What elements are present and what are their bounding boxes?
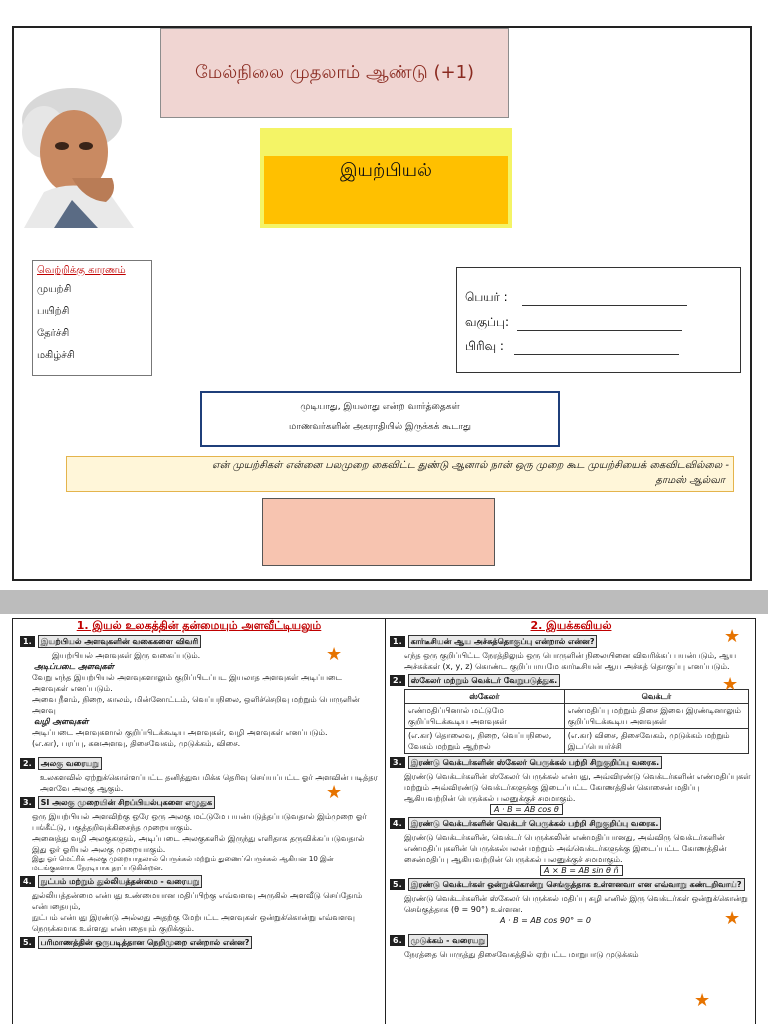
q4-p1: துல்லியத்தன்மை என்பது உண்மையான மதிப்பிற்கு எவ்வளவு அருகில் அளவீடு செய்தோம் என்பதையும், bbox=[32, 891, 363, 911]
left-heading: 1. இயல் உலகத்தின் தன்மையும் அளவீட்டியலும் bbox=[76, 619, 322, 632]
q3-p3: இது ஓர் மெட்ரிக் அலகு முறையாதலால் பெருக்கல் மற்றும் துணைப்பெருக்கல் ஆகியன 10 இன் மடங்குகளாக நேரடியாக தரப்படுகின்றன. bbox=[32, 855, 334, 872]
section-line[interactable] bbox=[514, 343, 679, 355]
r-q5-formula: A · B = AB cos 90° = 0 bbox=[500, 916, 591, 925]
column-divider bbox=[385, 618, 386, 1024]
r-q4-formula bbox=[390, 865, 752, 876]
reason-item: முயற்சி bbox=[37, 284, 72, 295]
q1-intro: இயற்பியல் அளவுகள் இரு வகைப்படும். bbox=[52, 651, 201, 660]
r-q5-text: இரண்டு வெக்டர்களின் ஸ்கேலர் பெருக்கல் மதிப்பு சுழி எனில் இரு வெக்டர்கள் ஒன்றுக்கொன்று செங்குத்தாக (θ = 90°) உள்ளன. bbox=[404, 894, 748, 914]
subject-inner bbox=[264, 156, 508, 224]
reasons-heading: வெற்றிக்கு காரணம் bbox=[37, 265, 126, 276]
q3-p2: அனைத்து வழி அலகுகளும், அடிப்படை அலகுகளில் இருந்து எளிதாக தருவிக்கப்படுவதால் இது ஓர் ஓரியல் அலகு முறையாகும். bbox=[32, 834, 365, 854]
question-4: 4. நுட்பம் மற்றும் துல்லியத்தன்மை - வரையறு bbox=[20, 873, 378, 890]
edison-quote-box bbox=[66, 456, 734, 492]
subject-title: இயற்பியல் bbox=[340, 160, 432, 181]
table-row bbox=[405, 704, 749, 729]
success-reasons-box bbox=[32, 260, 152, 376]
left-column bbox=[20, 620, 378, 951]
derived-p2: (எ.கா), பரப்பு, கனஅளவு, திசைவேகம், முடுக்கம், விசை. bbox=[32, 739, 241, 748]
table-cell: (எ.கா) விசை, திசைவேகம், முடுக்கம் மற்றும் இடப்பெயர்ச்சி bbox=[564, 729, 748, 754]
fundamental-heading: அடிப்படை அளவுகள் bbox=[34, 662, 114, 671]
r-q4-text: இரண்டு வெக்டர்களின், வெக்டர் பெருக்கலின் எண்மதிப்பானது, அவ்விரு வெக்டர்களின் எண்மதிப்புகளின் பெருக்கல்பலன் மற்றும் அவ்வெக்டர்களுக்கு இடைப்பட்ட கோணத்தின் சைன்மதிப்பு ஆகியவற்றின் பெருக்கல் பலனுக்குச் சமமாகும். bbox=[404, 833, 727, 864]
table-header: ஸ்கேலர் bbox=[405, 690, 565, 704]
star-icon: ★ bbox=[722, 674, 739, 695]
motivation-quote-box bbox=[200, 391, 560, 447]
portrait-image bbox=[14, 82, 146, 228]
question-5: 5. பரிமாணத்தின் ஒருபடித்தான நெறிமுறை என்றால் என்ன? bbox=[20, 934, 378, 951]
table-header: வெக்டர் bbox=[564, 690, 748, 704]
r-q6-text: நேரத்தை பொருத்து திசைவேகத்தில் ஏற்பட்ட மாறுபாடு முடுக்கம் bbox=[404, 950, 639, 959]
right-heading: 2. இயக்கவியல் bbox=[530, 619, 612, 632]
star-icon: ★ bbox=[724, 626, 741, 647]
reason-item: தேர்ச்சி bbox=[37, 328, 70, 339]
student-info-box bbox=[456, 267, 741, 373]
name-row bbox=[465, 290, 687, 306]
class-label: வகுப்பு: bbox=[465, 315, 509, 329]
page-separator bbox=[0, 590, 768, 614]
quote-line-2: மாணவர்களின் அகராதியில் இருக்கக் கூடாது bbox=[289, 422, 471, 432]
question-1: 1. இயற்பியல் அளவுகளின் வகைகளை விவரி bbox=[20, 633, 378, 650]
derived-heading: வழி அளவுகள் bbox=[34, 717, 89, 726]
r-question-5: 5. இரண்டு வெக்டர்கள் ஒன்றுக்கொன்று செங்குத்தாக உள்ளனவா என எவ்வாறு கண்டறிவாய்? bbox=[390, 876, 752, 893]
r-question-6: 6. முடுக்கம் - வரையறு bbox=[390, 932, 752, 949]
table-cell: (எ.கா) தொலைவு, நிறை, வெப்பநிலை, வேகம் மற்றும் ஆற்றல் bbox=[405, 729, 565, 754]
star-icon: ★ bbox=[326, 644, 343, 665]
r-question-2: 2. ஸ்கேலர் மற்றும் வெக்டர் வேறுபடுத்துக. bbox=[390, 672, 752, 689]
fundamental-p1: வேறு எந்த இயற்பியல் அளவுகளாலும் குறிப்பிடப்பட இயலாத அளவுகள் அடிப்படை அளவுகள் எனப்படும். bbox=[32, 673, 342, 693]
q2-text: உலகளவில் ஏற்றுக்கொள்ளப்பட்ட தனித்துவ மிக்க தெரிவு செய்யப்பட்ட ஓர் அளவின் படித்தர அளவே அலகு ஆகும். bbox=[40, 773, 378, 793]
scalar-vector-table bbox=[404, 689, 749, 754]
reason-item: பயிற்சி bbox=[37, 306, 70, 317]
star-icon: ★ bbox=[724, 908, 741, 929]
section-label: பிரிவு : bbox=[465, 339, 504, 353]
course-title: மேல்நிலை முதலாம் ஆண்டு (+1) bbox=[194, 61, 475, 83]
r-q3-formula bbox=[390, 804, 752, 815]
r-question-1: 1. கார்டீசியன் ஆய அச்சுத்தொகுப்பு என்றால் என்ன? bbox=[390, 633, 752, 650]
course-title-box bbox=[160, 28, 509, 118]
right-column bbox=[390, 620, 752, 960]
quote-line-1: முடியாது, இயலாது என்ற வார்த்தைகள் bbox=[300, 402, 460, 412]
r-q1-text: எந்த ஒரு குறிப்பிட்ட நேரத்திலும் ஒரு பொருளின் நிலையினை விவரிக்கப் பயன்படும், ஆய அச்சுக்கள் (x, y, z) கொண்ட குறிப்பாயமே கார்டீசியன் ஆய அச்சுத் தொகுப்பு எனப்படும். bbox=[404, 651, 737, 671]
table-cell: எண்மதிப்பு மற்றும் திசை இவை இரண்டினாலும் குறிப்பிடக்கூடிய அளவுகள் bbox=[564, 704, 748, 729]
reason-item: மகிழ்ச்சி bbox=[37, 350, 75, 361]
q4-p2: நுட்பம் என்பது இரண்டு அல்லது அதற்கு மேற்பட்ட அளவுகள் ஒன்றுக்கொன்று எவ்வளவு நெருக்கமாக உள்ளது என்பதையும் குறிக்கும். bbox=[32, 913, 355, 933]
r-question-4: 4. இரண்டு வெக்டர்களின் வெக்டர் பெருக்கல் பற்றி சிறுகுறிப்பு வரைக. bbox=[390, 815, 752, 832]
formula-dot-product: A · B = AB cos θ bbox=[490, 804, 563, 815]
derived-p1: அடிப்படை அளவுகளால் குறிப்பிடக்கூடிய அளவுகள், வழி அளவுகள் எனப்படும். bbox=[32, 728, 328, 737]
decorative-box bbox=[262, 498, 495, 566]
name-line[interactable] bbox=[522, 294, 687, 306]
edison-quote-text: என் முயற்சிகள் என்னை பலமுறை கைவிட்ட துண்டு ஆனால் நான் ஒரு முறை கூட முயற்சியைக் கைவிடவில்லை - bbox=[211, 460, 729, 471]
class-line[interactable] bbox=[517, 319, 682, 331]
portrait-illustration bbox=[14, 82, 146, 228]
fundamental-p2: அவை நீளம், நிறை, காலம், மின்னோட்டம், வெப்பநிலை, ஒளிச்செறிவு மற்றும் பொருளின் அளவு bbox=[32, 695, 360, 715]
r-q3-text: இரண்டு வெக்டர்களின் ஸ்கேலர் பெருக்கல் என்பது, அவ்விரண்டு வெக்டர்களின் எண்மதிப்புகள் மற்றும் அவ்விரண்டு வெக்டர்களுக்கு இடைப்பட்ட கோணத்தின் கொசைன் மதிப்பு ஆகியவற்றின் பெருக்கல் பலனுக்குச் சமமாகும். bbox=[404, 772, 751, 803]
star-icon: ★ bbox=[326, 782, 343, 803]
question-3: 3. SI அலகு முறையின் சிறப்பியல்புகளை எழுதுக bbox=[20, 794, 378, 811]
star-icon: ★ bbox=[694, 990, 711, 1011]
table-cell: எண்மதிப்பினால் மட்டுமே குறிப்பிடக்கூடிய அளவுகள் bbox=[405, 704, 565, 729]
q3-p1: ஒரு இயற்பியல் அளவிற்கு ஒரே ஒரு அலகு மட்டுமே பயன்படுத்தப்படுவதால் இம்முறை ஓர் பங்கீட்டு, பகுத்தறிவுக்கிசைந்த முறையாகும். bbox=[32, 812, 367, 832]
class-row bbox=[465, 315, 682, 331]
formula-cross-product: A × B = AB sin θ n̂ bbox=[540, 865, 623, 876]
table-header-row bbox=[405, 690, 749, 704]
section-row bbox=[465, 339, 679, 355]
table-row bbox=[405, 729, 749, 754]
name-label: பெயர் : bbox=[465, 290, 508, 304]
r-question-3: 3. இரண்டு வெக்டர்களின் ஸ்கேலர் பெருக்கல் பற்றி சிறுகுறிப்பு வரைக. bbox=[390, 754, 752, 771]
question-2: 2. அலகு வரையறு bbox=[20, 755, 378, 772]
edison-quote-author: தாமஸ் ஆல்வா bbox=[655, 475, 725, 486]
